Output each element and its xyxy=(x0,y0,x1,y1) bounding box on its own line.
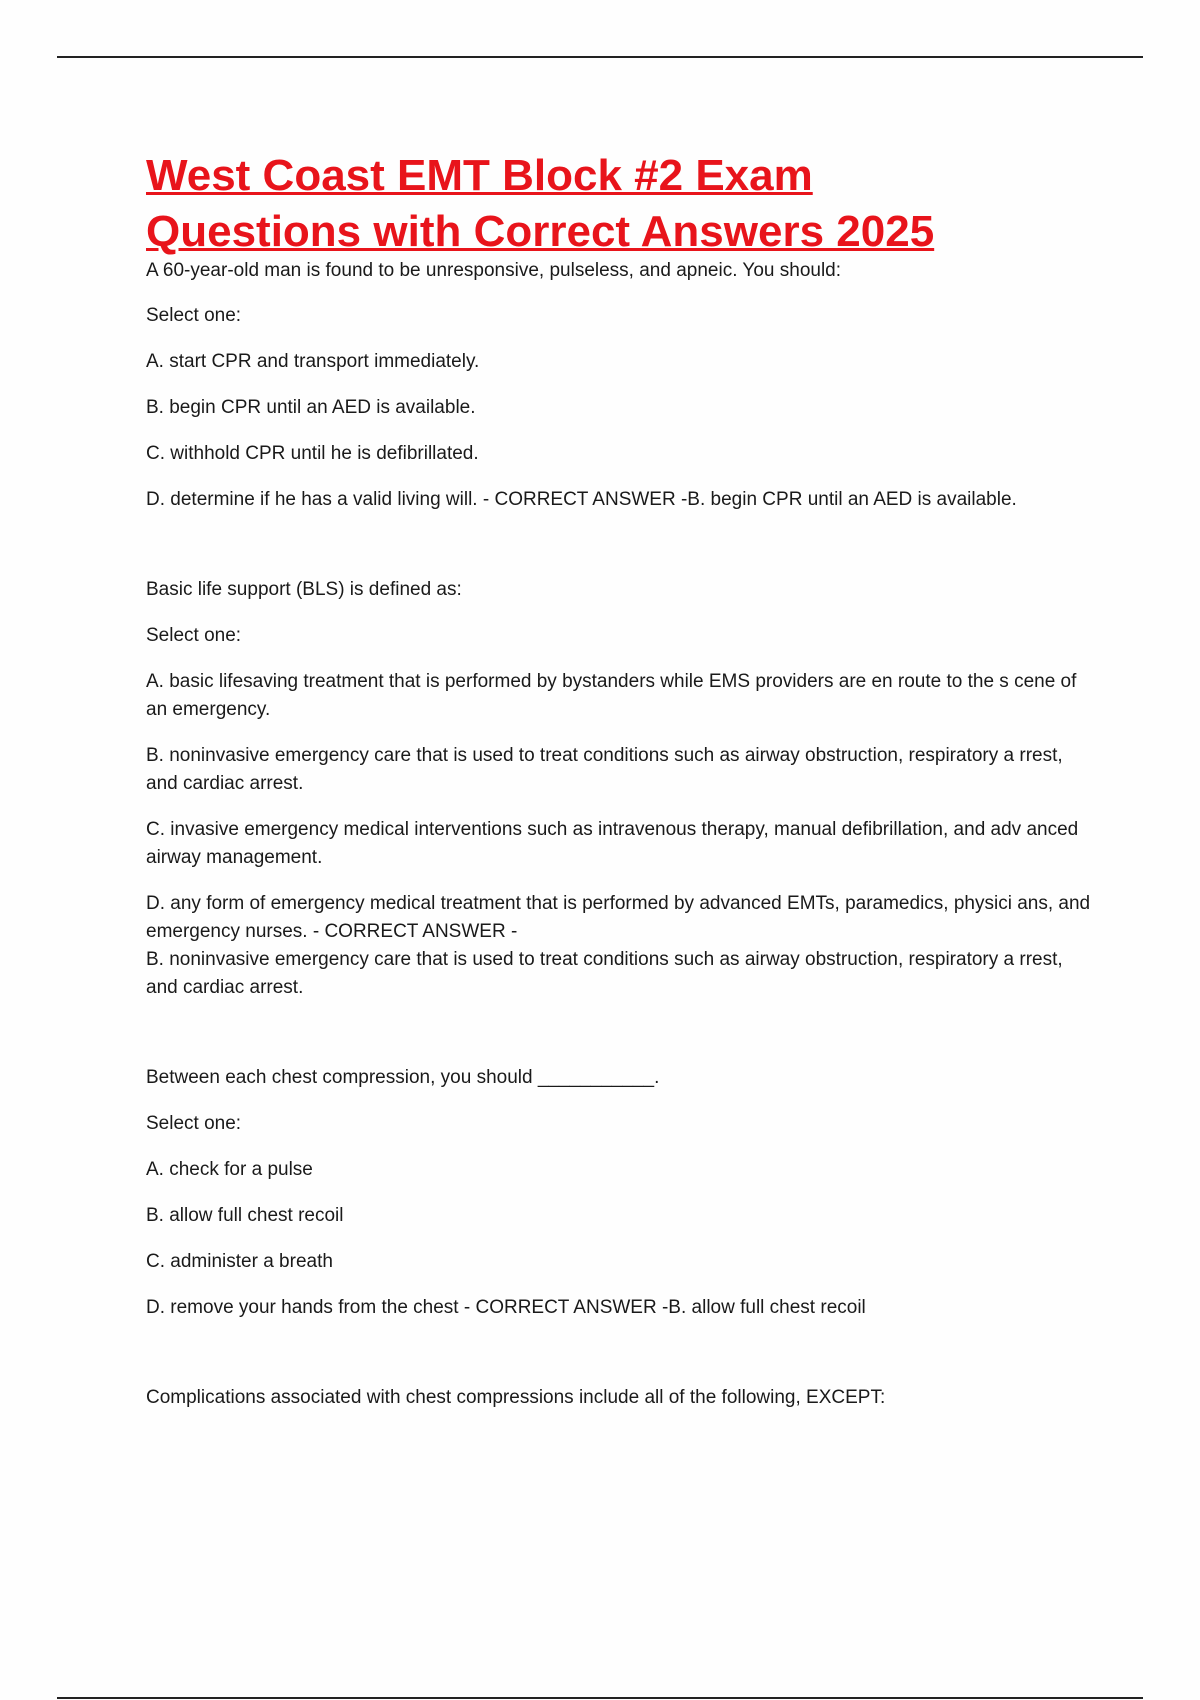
question-2-option-c: C. invasive emergency medical interventions such as intravenous therapy, manual defibrillation, and adv anced airway management. xyxy=(146,819,1079,868)
title-line-2: Questions with Correct Answers 2025 xyxy=(146,207,935,256)
question-3-option-d: D. remove your hands from the chest - CORRECT ANSWER -B. allow full chest recoil xyxy=(146,1297,866,1318)
question-2-correct-answer: B. noninvasive emergency care that is used to treat conditions such as airway obstruction, respiratory a rrest, and cardiac arrest. xyxy=(146,949,1063,998)
question-3-option-c: C. administer a breath xyxy=(146,1251,333,1272)
question-1-option-b: B. begin CPR until an AED is available. xyxy=(146,397,476,418)
question-1-text: A 60-year-old man is found to be unresponsive, pulseless, and apneic. You should: xyxy=(146,260,842,281)
question-2-text: Basic life support (BLS) is defined as: xyxy=(146,579,462,600)
question-4-text: Complications associated with chest compressions include all of the following, EXCEPT: xyxy=(146,1387,886,1408)
question-3-text: Between each chest compression, you should ___________. xyxy=(146,1067,660,1088)
question-block-2 xyxy=(146,576,1096,1002)
question-3-option-b: B. allow full chest recoil xyxy=(146,1205,344,1226)
bottom-rule xyxy=(57,1697,1143,1699)
document-body xyxy=(146,148,1096,1412)
question-block-3 xyxy=(146,1064,1096,1322)
question-3-option-a: A. check for a pulse xyxy=(146,1159,313,1180)
question-block-1 xyxy=(146,257,1096,514)
question-1-option-d: D. determine if he has a valid living will. - CORRECT ANSWER -B. begin CPR until an AED is available. xyxy=(146,489,1017,510)
question-1-select-one: Select one: xyxy=(146,305,242,326)
question-1-option-a: A. start CPR and transport immediately. xyxy=(146,351,480,372)
question-3-select-one: Select one: xyxy=(146,1113,242,1134)
top-rule xyxy=(57,56,1143,58)
question-2-option-d: D. any form of emergency medical treatment that is performed by advanced EMTs, paramedics, physici ans, and emergency nurses. - CORRECT ANSWER - xyxy=(146,893,1091,942)
question-block-4 xyxy=(146,1384,1096,1412)
question-2-option-b: B. noninvasive emergency care that is used to treat conditions such as airway obstruction, respiratory a rrest, and cardiac arrest. xyxy=(146,745,1063,794)
title-line-1: West Coast EMT Block #2 Exam xyxy=(146,151,813,200)
question-1-option-c: C. withhold CPR until he is defibrillated. xyxy=(146,443,479,464)
question-2-select-one: Select one: xyxy=(146,625,242,646)
question-2-option-a: A. basic lifesaving treatment that is performed by bystanders while EMS providers are en route to the s cene of an emergency. xyxy=(146,671,1077,720)
document-title xyxy=(146,148,1096,260)
